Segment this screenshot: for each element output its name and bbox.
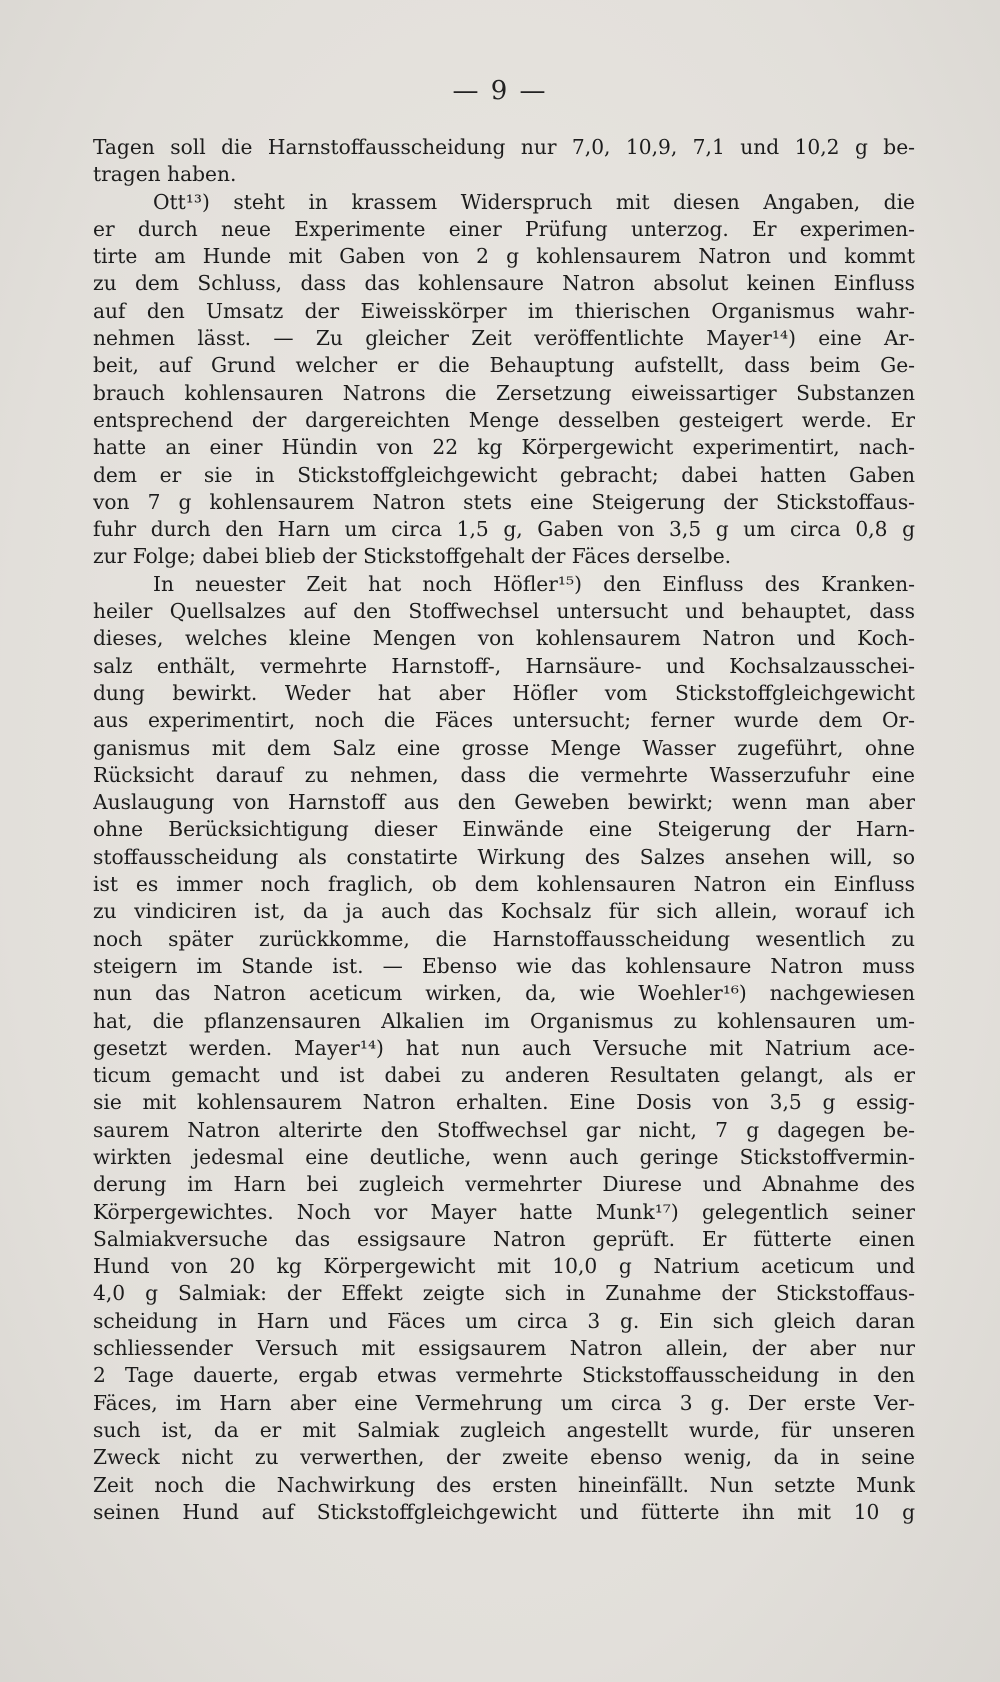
text-line: auf den Umsatz der Eiweisskörper im thierischen Organismus wahr-	[93, 298, 915, 323]
text-line: Körpergewichtes. Noch vor Mayer hatte Munk¹⁷) gelegentlich seiner	[93, 1199, 915, 1224]
text-line: dieses, welches kleine Mengen von kohlensaurem Natron und Koch-	[93, 626, 915, 651]
text-line: Fäces, im Harn aber eine Vermehrung um circa 3 g. Der erste Ver-	[93, 1390, 915, 1415]
text-line: tragen haben.	[93, 162, 237, 187]
text-line: zu vindiciren ist, da ja auch das Kochsalz für sich allein, worauf ich	[93, 899, 915, 924]
text-line: 2 Tage dauerte, ergab etwas vermehrte Stickstoffausscheidung in den	[93, 1363, 915, 1388]
text-line: Ott¹³) steht in krassem Widerspruch mit diesen Angaben, die	[153, 189, 915, 214]
text-line: hatte an einer Hündin von 22 kg Körpergewicht experimentirt, nach-	[93, 435, 915, 460]
text-line: noch später zurückkomme, die Harnstoffausscheidung wesentlich zu	[93, 926, 915, 951]
text-line: derung im Harn bei zugleich vermehrter Diurese und Abnahme des	[93, 1172, 915, 1197]
text-line: ticum gemacht und ist dabei zu anderen Resultaten gelangt, als er	[93, 1063, 915, 1088]
text-line: Tagen soll die Harnstoffausscheidung nur 7,0, 10,9, 7,1 und 10,2 g be-	[93, 135, 915, 159]
text-line: wirkten jedesmal eine deutliche, wenn auch geringe Stickstoffvermin-	[93, 1144, 915, 1169]
page-number: — 9 —	[452, 76, 548, 106]
text-line: Hund von 20 kg Körpergewicht mit 10,0 g Natrium aceticum und	[93, 1254, 915, 1279]
text-line: nun das Natron aceticum wirken, da, wie Woehler¹⁶) nachgewiesen	[93, 981, 915, 1006]
text-line: brauch kohlensauren Natrons die Zersetzung eiweissartiger Substanzen	[93, 380, 915, 405]
text-line: heiler Quellsalzes auf den Stoffwechsel untersucht und behauptet, dass	[93, 599, 915, 624]
body-text	[93, 134, 915, 1526]
text-line: beit, auf Grund welcher er die Behauptung aufstellt, dass beim Ge-	[93, 353, 915, 378]
text-line: zu dem Schluss, dass das kohlensaure Natron absolut keinen Einfluss	[93, 271, 915, 296]
text-line: such ist, da er mit Salmiak zugleich angestellt wurde, für unseren	[93, 1417, 915, 1442]
text-line: Zweck nicht zu verwerthen, der zweite ebenso wenig, da in seine	[93, 1445, 915, 1470]
text-line: tirte am Hunde mit Gaben von 2 g kohlensaurem Natron und kommt	[93, 244, 915, 269]
text-line: ohne Berücksichtigung dieser Einwände eine Steigerung der Harn-	[93, 817, 915, 842]
text-line: schliessender Versuch mit essigsaurem Natron allein, der aber nur	[93, 1336, 915, 1361]
text-line: fuhr durch den Harn um circa 1,5 g, Gaben von 3,5 g um circa 0,8 g	[93, 517, 915, 542]
text-line: In neuester Zeit hat noch Höfler¹⁵) den Einfluss des Kranken-	[153, 571, 915, 596]
text-line: 4,0 g Salmiak: der Effekt zeigte sich in Zunahme der Stickstoffaus-	[93, 1281, 915, 1306]
text-line: hat, die pflanzensauren Alkalien im Organismus zu kohlensauren um-	[93, 1008, 915, 1033]
text-line: Zeit noch die Nachwirkung des ersten hineinfällt. Nun setzte Munk	[93, 1472, 915, 1497]
text-line: saurem Natron alterirte den Stoffwechsel gar nicht, 7 g dagegen be-	[93, 1117, 915, 1142]
text-line: Salmiakversuche das essigsaure Natron geprüft. Er fütterte einen	[93, 1226, 915, 1251]
text-line: steigern im Stande ist. — Ebenso wie das kohlensaure Natron muss	[93, 953, 915, 978]
text-line: Auslaugung von Harnstoff aus den Geweben bewirkt; wenn man aber	[93, 790, 915, 815]
text-line: scheidung in Harn und Fäces um circa 3 g. Ein sich gleich daran	[93, 1308, 915, 1333]
text-line: entsprechend der dargereichten Menge desselben gesteigert werde. Er	[93, 407, 915, 432]
text-line: salz enthält, vermehrte Harnstoff-, Harnsäure- und Kochsalzausschei-	[93, 653, 915, 678]
text-line: seinen Hund auf Stickstoffgleichgewicht und fütterte ihn mit 10 g	[93, 1499, 915, 1524]
text-line: stoffausscheidung als constatirte Wirkung des Salzes ansehen will, so	[93, 844, 915, 869]
text-line: aus experimentirt, noch die Fäces untersucht; ferner wurde dem Or-	[93, 708, 915, 733]
text-line: Rücksicht darauf zu nehmen, dass die vermehrte Wasserzufuhr eine	[93, 762, 915, 787]
text-line: ganismus mit dem Salz eine grosse Menge Wasser zugeführt, ohne	[93, 735, 915, 760]
text-line: dung bewirkt. Weder hat aber Höfler vom Stickstoffgleichgewicht	[93, 680, 915, 705]
text-line: nehmen lässt. — Zu gleicher Zeit veröffentlichte Mayer¹⁴) eine Ar-	[93, 326, 915, 351]
text-line: ist es immer noch fraglich, ob dem kohlensauren Natron ein Einfluss	[93, 872, 915, 897]
text-line: dem er sie in Stickstoffgleichgewicht gebracht; dabei hatten Gaben	[93, 462, 915, 487]
text-line: zur Folge; dabei blieb der Stickstoffgehalt der Fäces derselbe.	[93, 544, 732, 569]
text-line: von 7 g kohlensaurem Natron stets eine Steigerung der Stickstoffaus-	[93, 489, 915, 514]
text-line: er durch neue Experimente einer Prüfung unterzog. Er experimen-	[93, 216, 915, 241]
text-line: sie mit kohlensaurem Natron erhalten. Eine Dosis von 3,5 g essig-	[93, 1090, 915, 1115]
text-line: gesetzt werden. Mayer¹⁴) hat nun auch Versuche mit Natrium ace-	[93, 1035, 915, 1060]
